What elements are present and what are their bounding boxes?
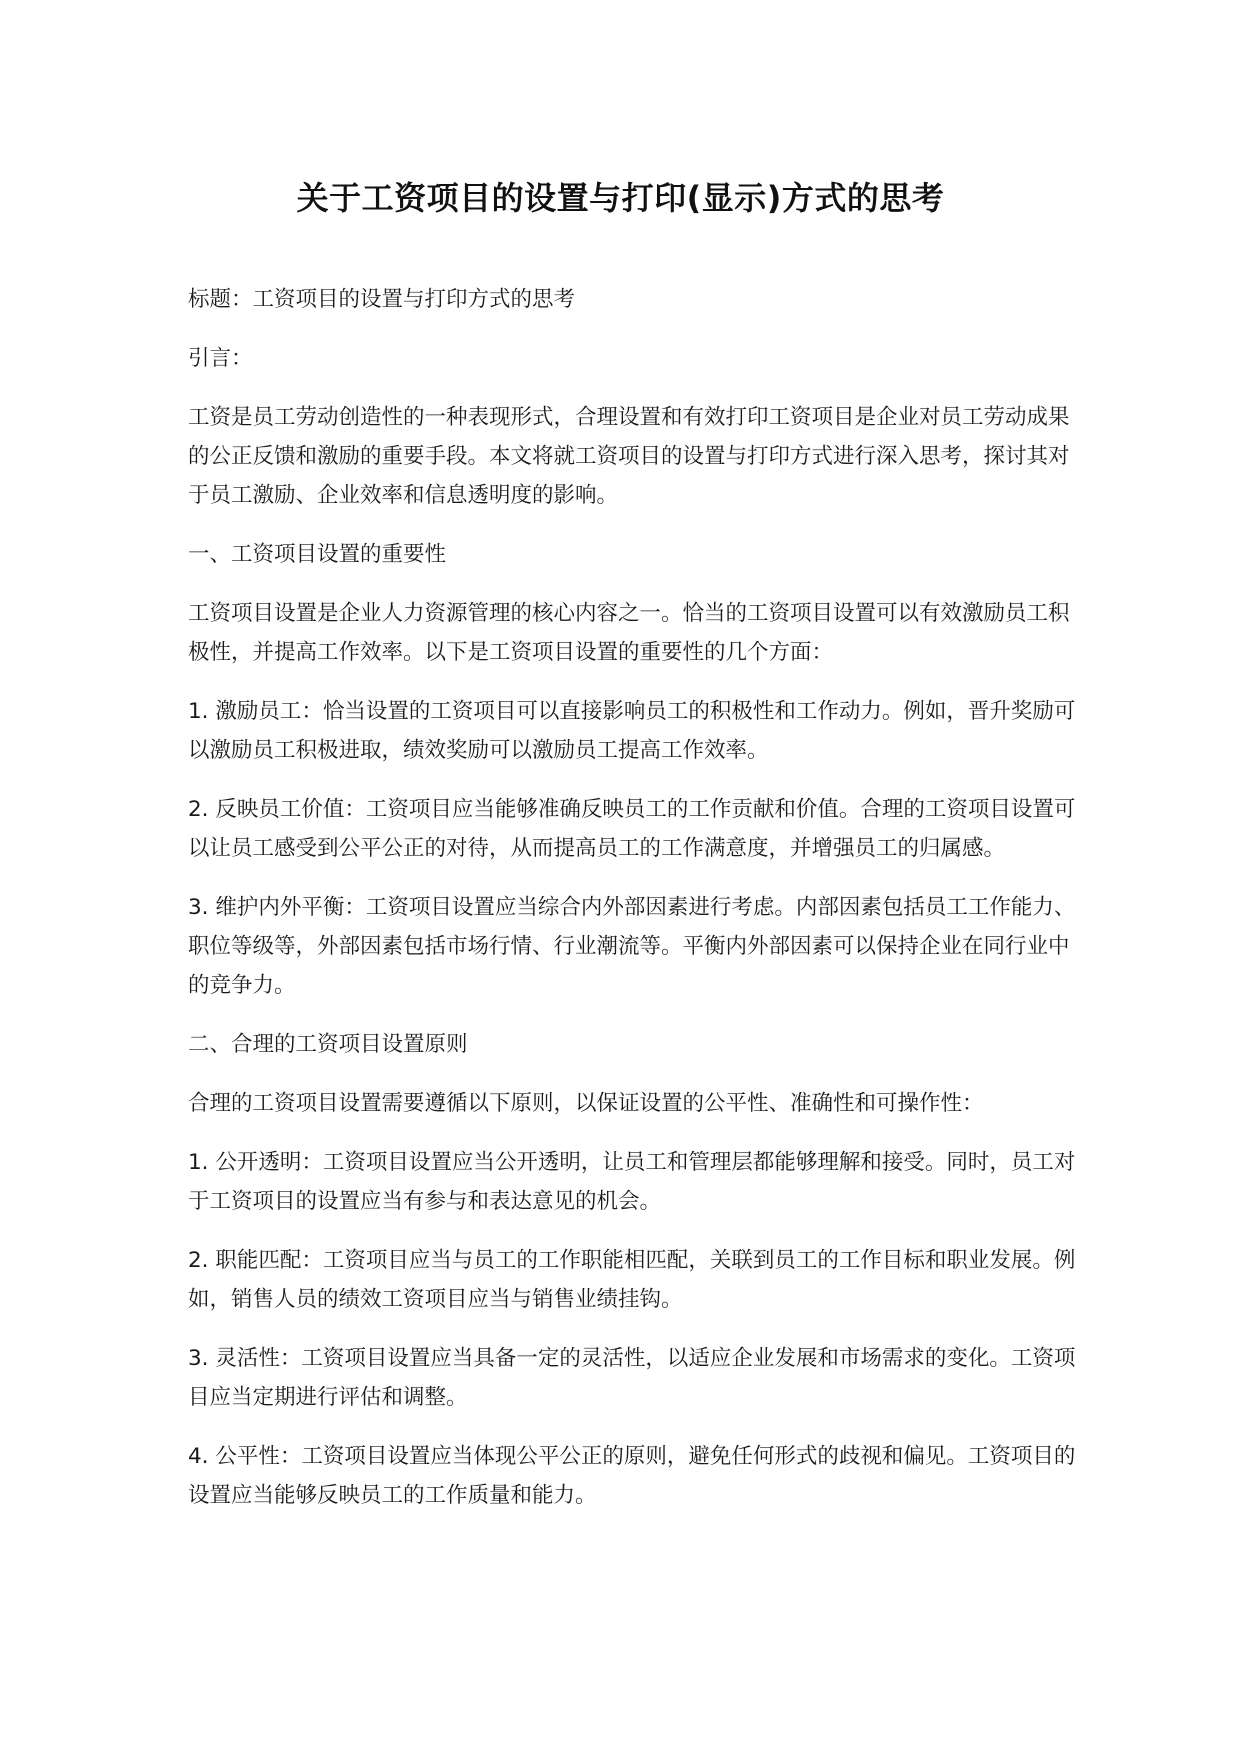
document-title: 关于工资项目的设置与打印(显示)方式的思考 [296, 179, 945, 217]
list-item: 3. 灵活性：工资项目设置应当具备一定的灵活性，以适应企业发展和市场需求的变化。工资项目应当定期进行评估和调整。 [188, 1346, 1076, 1410]
paragraph-section-1: 工资项目设置是企业人力资源管理的核心内容之一。恰当的工资项目设置可以有效激励员工积极性，并提高工作效率。以下是工资项目设置的重要性的几个方面： [188, 601, 1070, 665]
list-item: 3. 维护内外平衡：工资项目设置应当综合内外部因素进行考虑。内部因素包括员工工作能力、职位等级等，外部因素包括市场行情、行业潮流等。平衡内外部因素可以保持企业在同行业中的竞争力。 [188, 895, 1076, 998]
list-item: 4. 公平性：工资项目设置应当体现公平公正的原则，避免任何形式的歧视和偏见。工资项目的设置应当能够反映员工的工作质量和能力。 [188, 1444, 1076, 1508]
paragraph-subject: 标题：工资项目的设置与打印方式的思考 [188, 287, 576, 312]
list-item: 1. 公开透明：工资项目设置应当公开透明，让员工和管理层都能够理解和接受。同时，员工对于工资项目的设置应当有参与和表达意见的机会。 [188, 1150, 1076, 1214]
list-item: 2. 反映员工价值：工资项目应当能够准确反映员工的工作贡献和价值。合理的工资项目设置可以让员工感受到公平公正的对待，从而提高员工的工作满意度，并增强员工的归属感。 [188, 797, 1076, 861]
paragraph-intro: 工资是员工劳动创造性的一种表现形式，合理设置和有效打印工资项目是企业对员工劳动成果的公正反馈和激励的重要手段。本文将就工资项目的设置与打印方式进行深入思考，探讨其对于员工激励、企业效率和信息透明度的影响。 [188, 405, 1070, 508]
section-heading-2: 二、合理的工资项目设置原则 [188, 1032, 468, 1057]
list-item: 2. 职能匹配：工资项目应当与员工的工作职能相匹配，关联到员工的工作目标和职业发展。例如，销售人员的绩效工资项目应当与销售业绩挂钩。 [188, 1248, 1076, 1312]
list-item: 1. 激励员工：恰当设置的工资项目可以直接影响员工的积极性和工作动力。例如，晋升奖励可以激励员工积极进取，绩效奖励可以激励员工提高工作效率。 [188, 699, 1076, 763]
section-heading-1: 一、工资项目设置的重要性 [188, 542, 447, 567]
document-body [188, 280, 1078, 1535]
paragraph-section-2: 合理的工资项目设置需要遵循以下原则，以保证设置的公平性、准确性和可操作性： [188, 1091, 984, 1116]
paragraph-intro-label: 引言： [188, 346, 253, 371]
